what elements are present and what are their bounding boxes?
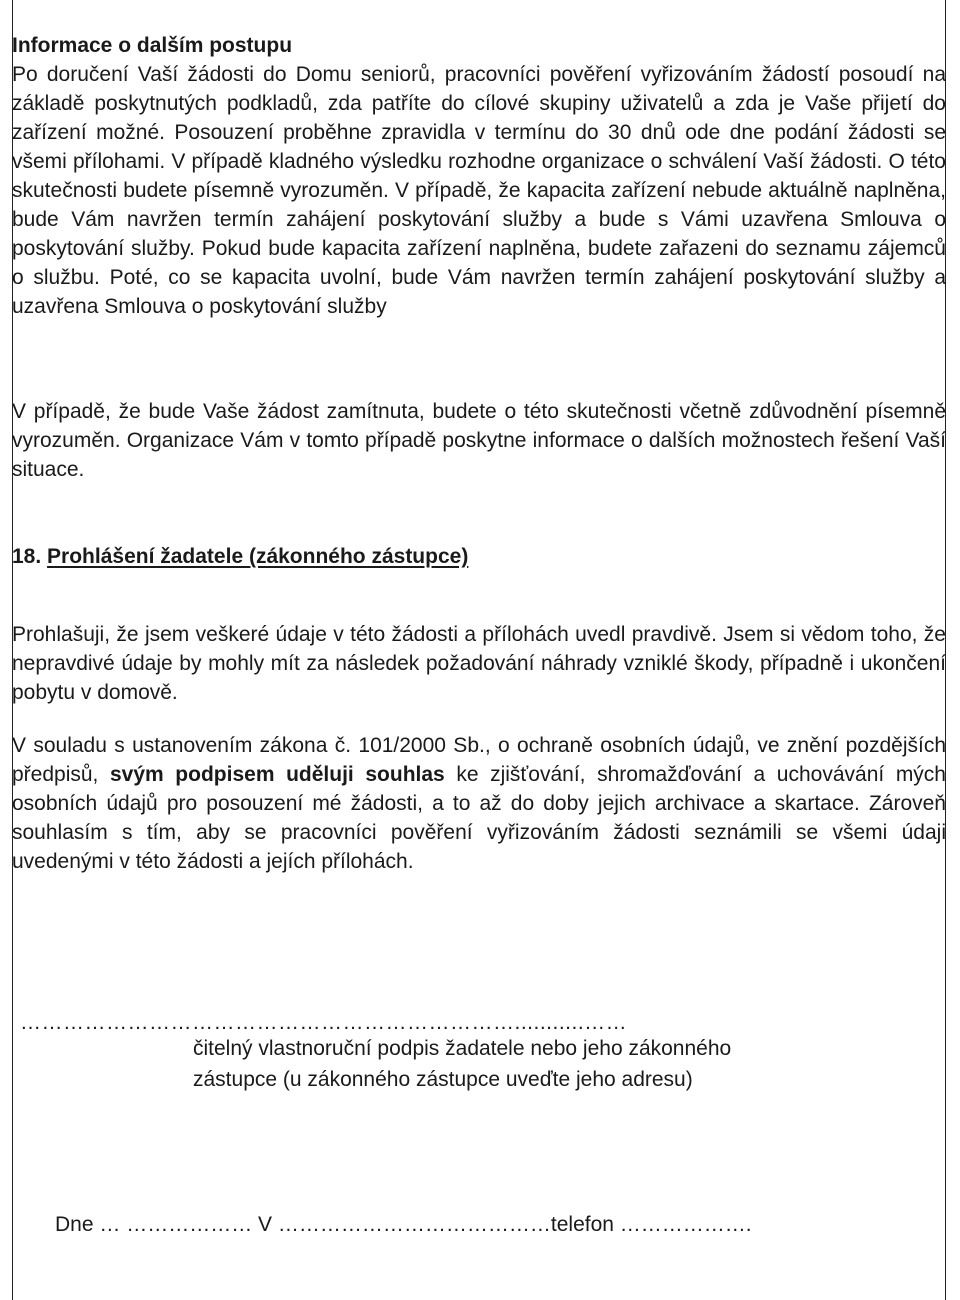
section-18-heading	[12, 542, 946, 571]
consent-text-after: ke zjišťování, shromažďování a uchovávání mých osobních údajů pro posouzení mé žádosti, a to až do doby jejich archivace a skartace. Zároveň souhlasím s tím, aby se pracovníci pověření vyřizováním žádosti seznámili se všemi údaji uvedenými v této žádosti a jejích přílohách.	[12, 763, 946, 873]
section-number: 18.	[12, 545, 42, 568]
signature-line[interactable]: ……………………………………………………………...........……	[20, 1011, 628, 1034]
signature-caption	[193, 1033, 913, 1095]
phone-label: telefon	[550, 1213, 614, 1236]
info-heading: Informace o dalším postupu	[12, 34, 293, 57]
date-field[interactable]: … ………………	[93, 1213, 259, 1236]
info-paragraph-2: V případě, že bude Vaše žádost zamítnuta, budete o této skutečnosti včetně zdůvodnění písemně vyrozuměn. Organizace Vám v tomto případě poskytne informace o dalších možnostech řešení Vaší situace.	[12, 400, 946, 481]
consent-text-before: V souladu s ustanovením zákona č. 101/2000 Sb., o ochraně osobních údajů, ve znění pozdějších předpisů,	[12, 734, 946, 786]
date-place-phone-line	[55, 1210, 752, 1239]
place-label: V	[258, 1213, 273, 1236]
info-paragraph-1: Po doručení Vaší žádosti do Domu seniorů, pracovníci pověření vyřizováním žádostí posoudí na základě poskytnutých podkladů, zda patříte do cílové skupiny uživatelů a zda je Vaše přijetí do zařízení možné. Posouzení proběhne zpravidla v termínu do 30 dnů ode dne podání žádosti se všemi přílohami. V případě kladného výsledku rozhodne organizace o schválení Vaší žádosti. O této skutečnosti budete písemně vyrozuměn. V případě, že kapacita zařízení nebude aktuálně naplněna, bude Vám navržen termín zahájení poskytování služby a bude s Vámi uzavřena Smlouva o poskytování služby. Pokud bude kapacita zařízení naplněna, budete zařazeni do seznamu zájemců o službu. Poté, co se kapacita uvolní, bude Vám navržen termín zahájení poskytování služby a uzavřena Smlouva o poskytování služby	[12, 63, 946, 318]
consent-text-bold: svým podpisem uděluji souhlas	[110, 763, 445, 786]
signature-caption-line-1: čitelný vlastnoruční podpis žadatele nebo jeho zákonného	[193, 1037, 732, 1060]
signature-caption-line-2: zástupce (u zákonného zástupce uveďte jeho adresu)	[193, 1068, 693, 1091]
section-title: Prohlášení žadatele (zákonného zástupce)	[47, 545, 469, 568]
declaration-paragraph: Prohlašuji, že jsem veškeré údaje v této žádosti a přílohách uvedl pravdivě. Jsem si vědom toho, že nepravdivé údaje by mohly mít za následek požadování náhrady vzniklé škody, případně i ukončení pobytu v domově.	[12, 623, 946, 704]
date-label: Dne	[55, 1213, 94, 1236]
place-field[interactable]: …………………………………	[272, 1213, 551, 1236]
consent-paragraph	[12, 731, 946, 876]
phone-field[interactable]: ……………….	[613, 1213, 752, 1236]
